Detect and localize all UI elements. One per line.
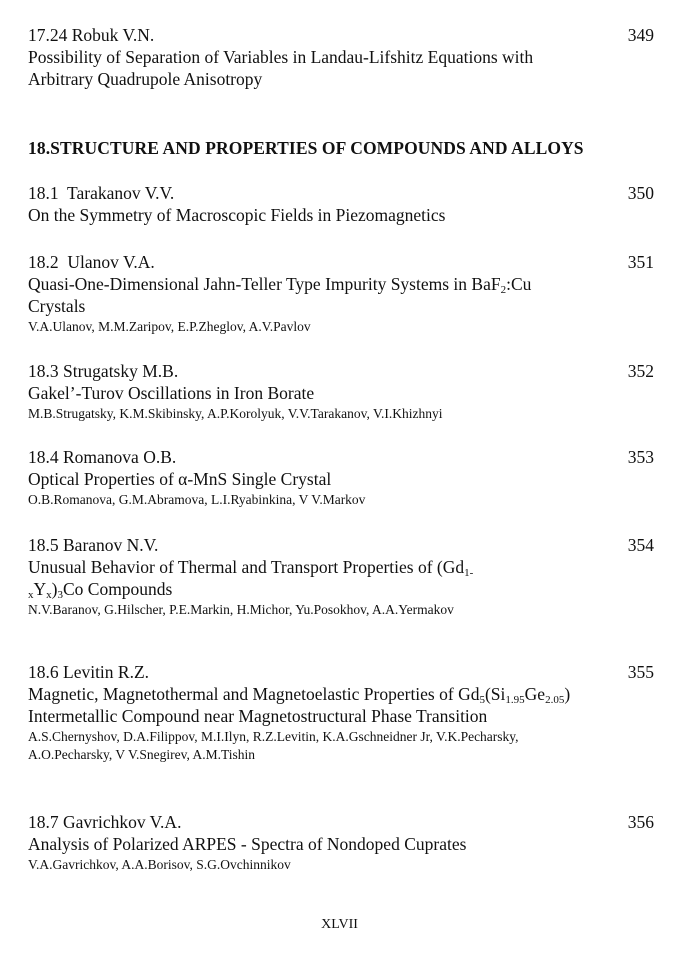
- entry-authors: O.B.Romanova, G.M.Abramova, L.I.Ryabinkina, V V.Markov: [28, 492, 366, 507]
- entry-title: Quasi-One-Dimensional Jahn-Teller Type Impurity Systems in BaF$_2$:Cu Crystals: [28, 274, 532, 316]
- entry-title: Optical Properties of α-MnS Single Crystal: [28, 469, 332, 489]
- page-number: 352: [627, 361, 654, 381]
- page-number: 354: [627, 535, 654, 555]
- toc-entry-18-7: [28, 811, 654, 874]
- entry-authors: N.V.Baranov, G.Hilscher, P.E.Markin, H.Michor, Yu.Posokhov, A.A.Yermakov: [28, 602, 454, 617]
- entry-authors: A.S.Chernyshov, D.A.Filippov, M.I.Ilyn, R.Z.Levitin, K.A.Gschneidner Jr, V.K.Pecharsky, A.O.Pecharsky, V V.Snegirev, A.M.Tishin: [28, 729, 519, 762]
- entry-number-author: 18.3 Strugatsky M.B.: [28, 361, 179, 381]
- entry-title: Analysis of Polarized ARPES - Spectra of Nondoped Cuprates: [28, 834, 467, 854]
- entry-header: [28, 360, 654, 382]
- entry-authors: V.A.Ulanov, M.M.Zaripov, E.P.Zheglov, A.V.Pavlov: [28, 319, 311, 334]
- entry-number-author: 18.5 Baranov N.V.: [28, 535, 159, 555]
- entry-title: Unusual Behavior of Thermal and Transport Properties of $(Gd_{1-x}Y_x)_3Co$ Compounds: [28, 557, 474, 601]
- page-number: 351: [627, 252, 654, 272]
- toc-entry-18-6: [28, 661, 654, 764]
- toc-entry-18-1: [28, 182, 654, 226]
- entry-header: [28, 251, 654, 273]
- entry-authors: M.B.Strugatsky, K.M.Skibinsky, A.P.Korolyuk, V.V.Tarakanov, V.I.Khizhnyi: [28, 406, 443, 421]
- toc-entry-18-4: [28, 446, 654, 509]
- entry-header: [28, 534, 654, 556]
- entry-number-author: 18.6 Levitin R.Z.: [28, 662, 150, 682]
- entry-number-author: 18.4 Romanova O.B.: [28, 447, 177, 467]
- entry-title: Magnetic, Magnetothermal and Magnetoelastic Properties of $Gd_5(Si_{1.95}Ge_{2.05})$ Intermetallic Compound near Magnetostructural Phase Transition: [28, 684, 571, 726]
- entry-number-author: 17.24 Robuk V.N.: [28, 25, 155, 45]
- entry-header: [28, 182, 654, 204]
- entry-title: On the Symmetry of Macroscopic Fields in Piezomagnetics: [28, 205, 446, 225]
- entry-number-author: 18.1 Tarakanov V.V.: [28, 183, 175, 203]
- page-number: 355: [627, 662, 654, 682]
- entry-authors: V.A.Gavrichkov, A.A.Borisov, S.G.Ovchinnikov: [28, 857, 291, 872]
- entry-number-author: 18.7 Gavrichkov V.A.: [28, 812, 182, 832]
- page-number: 353: [627, 447, 654, 467]
- entry-header: [28, 24, 654, 46]
- page-number: 356: [627, 812, 654, 832]
- toc-entry-18-2: [28, 251, 654, 336]
- entry-header: [28, 811, 654, 833]
- entry-header: [28, 661, 654, 683]
- entry-number-author: 18.2 Ulanov V.A.: [28, 252, 155, 272]
- page-folio: XLVII: [321, 917, 358, 932]
- toc-entry-18-5: [28, 534, 654, 619]
- page-number: 349: [627, 25, 654, 45]
- toc-entry-17-24: [28, 24, 654, 90]
- toc-entry-18-3: [28, 360, 654, 423]
- section-heading: 18.STRUCTURE AND PROPERTIES OF COMPOUNDS AND ALLOYS: [28, 138, 584, 158]
- entry-title: Possibility of Separation of Variables in Landau-Lifshitz Equations with Arbitrary Quadrupole Anisotropy: [28, 47, 534, 89]
- entry-title: Gakel’-Turov Oscillations in Iron Borate: [28, 383, 315, 403]
- entry-header: [28, 446, 654, 468]
- page-number: 350: [627, 183, 654, 203]
